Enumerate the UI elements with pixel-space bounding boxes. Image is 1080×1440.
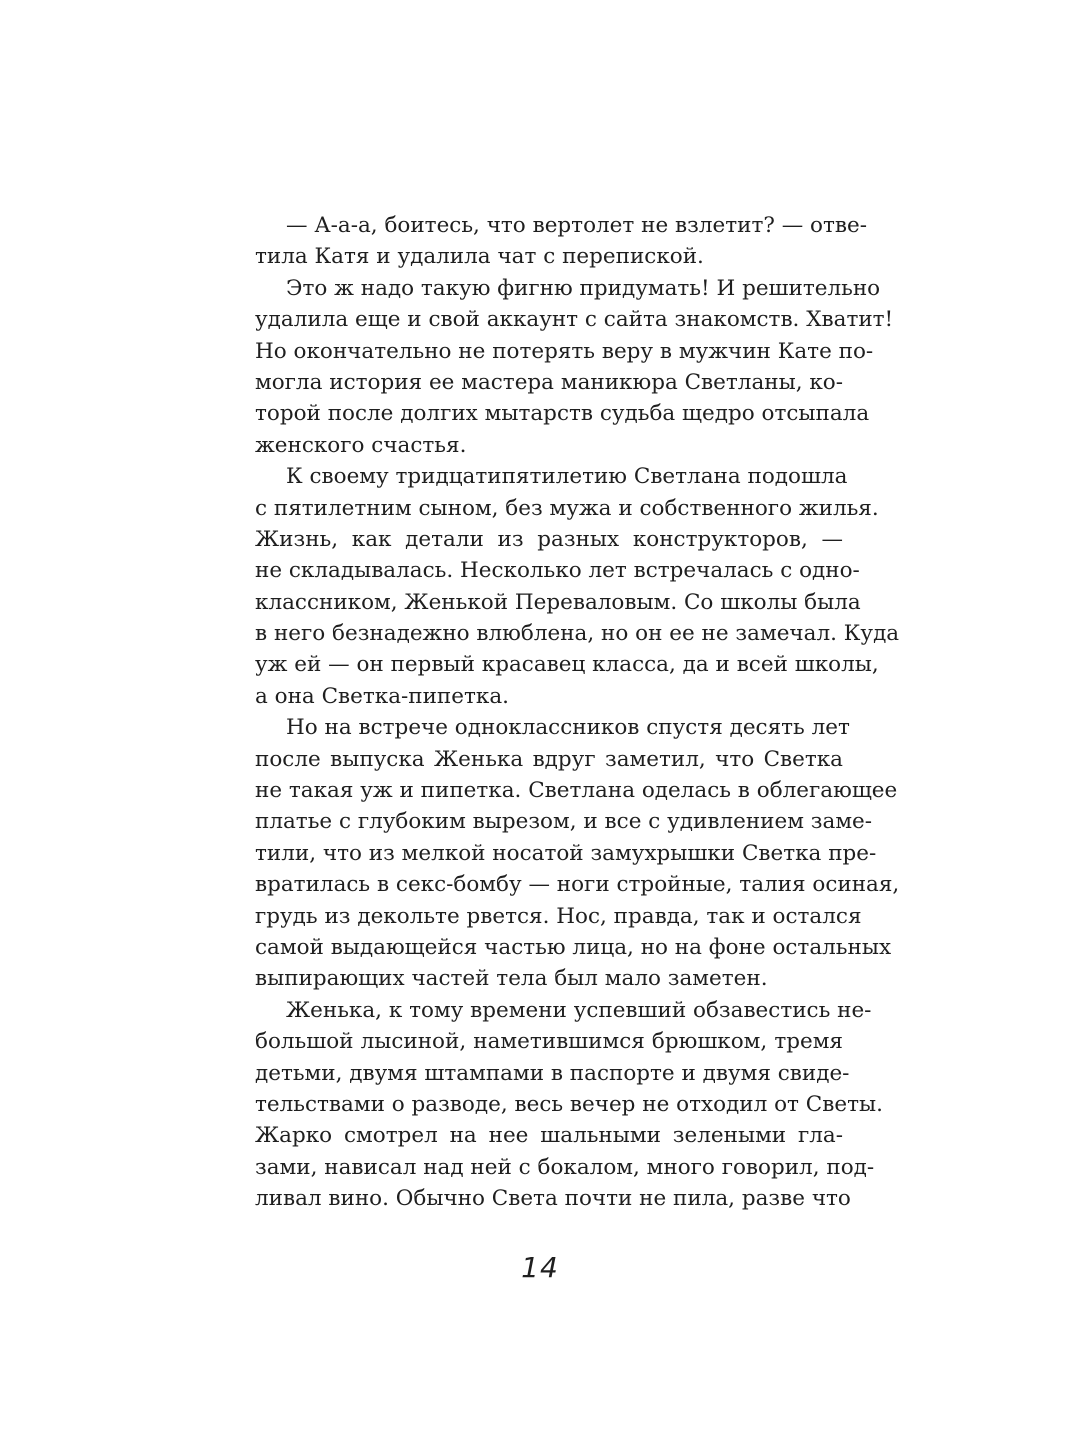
body-text (255, 210, 900, 1215)
page-number: 14 (521, 1251, 559, 1284)
text-line: удалила еще и свой аккаунт с сайта знакомств. Хватит! (255, 307, 894, 333)
text-line: тили, что из мелкой носатой замухрышки Светка пре- (255, 840, 877, 866)
text-line: — А-а-а, боитесь, что вертолет не взлетит? — отве- (286, 213, 867, 238)
text-line: Женька, к тому времени успевший обзавестись не- (286, 997, 872, 1023)
text-line: Жарко смотрел на нее шальными зелеными гла- (255, 1123, 843, 1149)
text-line: уж ей — он первый красавец класса, да и всей школы, (255, 652, 879, 678)
paragraph (255, 461, 900, 712)
text-line: Это ж надо такую фигню придумать! И решительно (286, 275, 881, 301)
text-line: самой выдающейся частью лица, но на фоне остальных (255, 934, 892, 960)
paragraph (255, 210, 867, 273)
text-line: классником, Женькой Переваловым. Со школы была (255, 589, 861, 615)
text-line: детьми, двумя штампами в паспорте и двумя свиде- (255, 1060, 850, 1086)
text-line: торой после долгих мытарств судьба щедро отсыпала (255, 401, 870, 427)
text-line: тила Катя и удалила чат с перепиской. (255, 244, 704, 270)
text-line: вратилась в секс-бомбу — ноги стройные, талия осиная, (255, 872, 900, 898)
text-line: К своему тридцатипятилетию Светлана подошла (286, 464, 848, 490)
text-line: в него безнадежно влюблена, но он ее не замечал. Куда (255, 621, 900, 647)
paragraph (255, 995, 883, 1215)
text-line: а она Светка-пипетка. (255, 683, 509, 709)
text-line: платье с глубоким вырезом, и все с удивлением заме- (255, 809, 873, 835)
text-line: ливал вино. Обычно Света почти не пила, разве что (255, 1186, 851, 1212)
text-line: после выпуска Женька вдруг заметил, что Светка (255, 746, 843, 772)
paragraph (255, 273, 894, 461)
text-line: тельствами о разводе, весь вечер не отходил от Светы. (255, 1091, 883, 1117)
text-line: большой лысиной, наметившимся брюшком, тремя (255, 1029, 843, 1055)
text-line: не складывалась. Несколько лет встречалась с одно- (255, 558, 860, 584)
text-line: зами, нависал над ней с бокалом, много говорил, под- (255, 1154, 875, 1180)
text-line: грудь из декольте рвется. Нос, правда, так и остался (255, 903, 862, 929)
text-line: не такая уж и пипетка. Светлана оделась в облегающее (255, 778, 898, 804)
text-line: Но окончательно не потерять веру в мужчин Кате по- (255, 338, 874, 364)
text-line: женского счастья. (255, 432, 467, 458)
text-line: Жизнь, как детали из разных конструкторов, — (255, 526, 843, 552)
text-line: выпирающих частей тела был мало заметен. (255, 966, 768, 992)
text-line: Но на встрече одноклассников спустя десять лет (286, 715, 850, 741)
paragraph (255, 712, 900, 995)
text-line: могла история ее мастера маникюра Светланы, ко- (255, 369, 844, 395)
text-line: с пятилетним сыном, без мужа и собственного жилья. (255, 495, 879, 521)
